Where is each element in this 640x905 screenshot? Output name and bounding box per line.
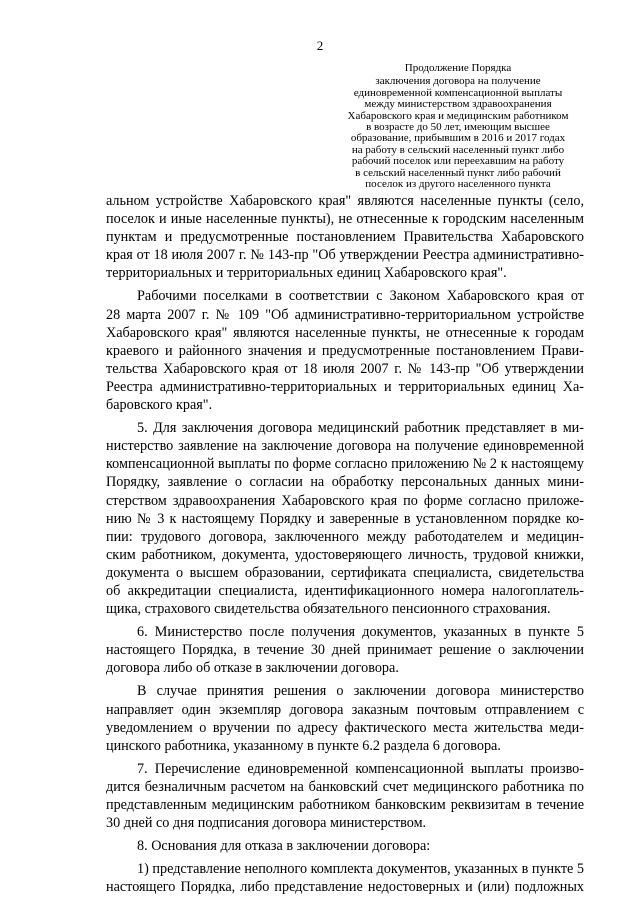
paragraph-line: тельства Хабаровского края от 18 июля 2007 г. № 143-пр "Об утверждении — [106, 360, 584, 377]
paragraph — [106, 860, 584, 896]
paragraph-line: 1) представление неполного комплекта документов, указанных в пункте 5 — [137, 861, 584, 878]
paragraph-line: 30 дней со дня подписания договора министерством. — [106, 815, 427, 832]
paragraph-line: пунктам и предусмотренные постановлением Правительства Хабаровского — [106, 229, 584, 246]
header-line: на работу в сельский населенный пункт либо — [351, 143, 565, 156]
paragraph-line: об аккредитации специалиста, идентификационного номера налогоплатель- — [106, 582, 584, 599]
paragraph-line: 6. Министерство после получения документов, указанных в пункте 5 — [137, 624, 584, 641]
paragraph-line: В случае принятия решения о заключении договора министерство — [137, 683, 584, 700]
paragraph-line: 7. Перечисление единовременной компенсационной выплаты произво- — [137, 760, 584, 777]
paragraph-line: компенсационной выплаты по форме согласно приложению № 2 к настоящему — [106, 456, 584, 473]
paragraph — [106, 623, 584, 677]
paragraph-line: краевого и районного значения и предусмотренные постановлением Прави- — [106, 342, 584, 359]
paragraph-line: настоящего Порядка, в течение 30 дней принимает решение о заключении — [106, 642, 584, 659]
header-title: Продолжение Порядка — [404, 62, 512, 74]
paragraph — [106, 419, 584, 618]
paragraph — [106, 760, 584, 832]
paragraph-line: Хабаровского края" являются населенные пункты, не отнесенные к городам — [106, 324, 584, 341]
paragraph — [106, 287, 584, 414]
header-line: между министерством здравоохранения — [364, 98, 552, 111]
paragraph-line: направляет один экземпляр договора заказным почтовым отправлением с — [106, 701, 584, 718]
paragraph-line: баровского края". — [106, 397, 213, 414]
document-body — [106, 192, 584, 901]
paragraph-line: Рабочими поселками в соответствии с Законом Хабаровского края от — [137, 288, 584, 305]
paragraph-line: Порядку, заявление о согласии на обработку персональных данных мини- — [106, 474, 584, 491]
paragraph — [106, 682, 584, 754]
header-line: поселок из другого населенного пункта — [365, 178, 551, 191]
header-line: рабочий поселок или переехавшим на работу — [351, 155, 565, 168]
paragraph-line: поселок и иные населенные пункты), не отнесенные к городским населенным — [106, 211, 584, 228]
paragraph-line: территориальных и территориальных единиц Хабаровского края". — [106, 265, 507, 282]
paragraph-line: 28 марта 2007 г. № 109 "Об административно-территориальном устройстве — [106, 306, 584, 323]
paragraph-line: края от 18 июля 2007 г. № 143-пр "Об утверждении Реестра административно- — [106, 247, 584, 264]
paragraph-line: настоящего Порядка, либо представление недостоверных и (или) подложных — [106, 879, 584, 896]
paragraph-line: стерством здравоохранения Хабаровского края по форме согласно приложе- — [106, 492, 584, 509]
header-line: заключения договора на получение — [375, 75, 541, 88]
paragraph-line: пии: трудового договора, заключенного между работодателем и медицин- — [106, 528, 584, 545]
paragraph — [106, 192, 584, 282]
paragraph-line: уведомлением о вручении по адресу фактического места жительства меди- — [106, 719, 584, 736]
paragraph-line: нию № 3 к настоящему Порядку и заверенные в установленном порядке ко- — [106, 510, 584, 527]
paragraph-line: ским работником, документа, удостоверяющего личность, трудовой книжки, — [106, 546, 584, 563]
paragraph-line: Реестра административно-территориальных и территориальных единиц Ха- — [106, 378, 584, 395]
header-line: образование, прибывшим в 2016 и 2017 годах — [350, 132, 566, 145]
header-line: Хабаровского края и медицинским работником — [347, 109, 569, 122]
header-line: единовременной компенсационной выплаты — [353, 86, 563, 99]
page-number: 2 — [316, 38, 324, 53]
continuation-header — [332, 63, 584, 190]
paragraph-line: 8. Основания для отказа в заключении договора: — [137, 838, 431, 855]
paragraph-line: договора либо об отказе в заключении договора. — [106, 660, 399, 677]
paragraph — [106, 837, 584, 855]
header-line: в возрасте до 50 лет, имеющим высшее — [366, 121, 550, 134]
paragraph-line: альном устройстве Хабаровского края" являются населенные пункты (село, — [106, 193, 584, 209]
paragraph-line: цинского работника, указанному в пункте 6.2 раздела 6 договора. — [106, 737, 501, 754]
header-line: в сельский населенный пункт либо рабочий — [355, 166, 561, 179]
paragraph-line: щика, страхового свидетельства обязательного пенсионного страхования. — [106, 601, 551, 618]
paragraph-line: документа о высшем образовании, сертификата специалиста, свидетельства — [106, 564, 584, 581]
paragraph-line: нистерство заявление на заключение договора на получение единовременной — [106, 438, 584, 455]
paragraph-line: дится безналичным расчетом на банковский счет медицинского работника по — [106, 778, 584, 795]
paragraph-line: представленным медицинским работником банковским реквизитам в течение — [106, 797, 584, 813]
paragraph-line: 5. Для заключения договора медицинский работник представляет в ми- — [137, 420, 584, 437]
